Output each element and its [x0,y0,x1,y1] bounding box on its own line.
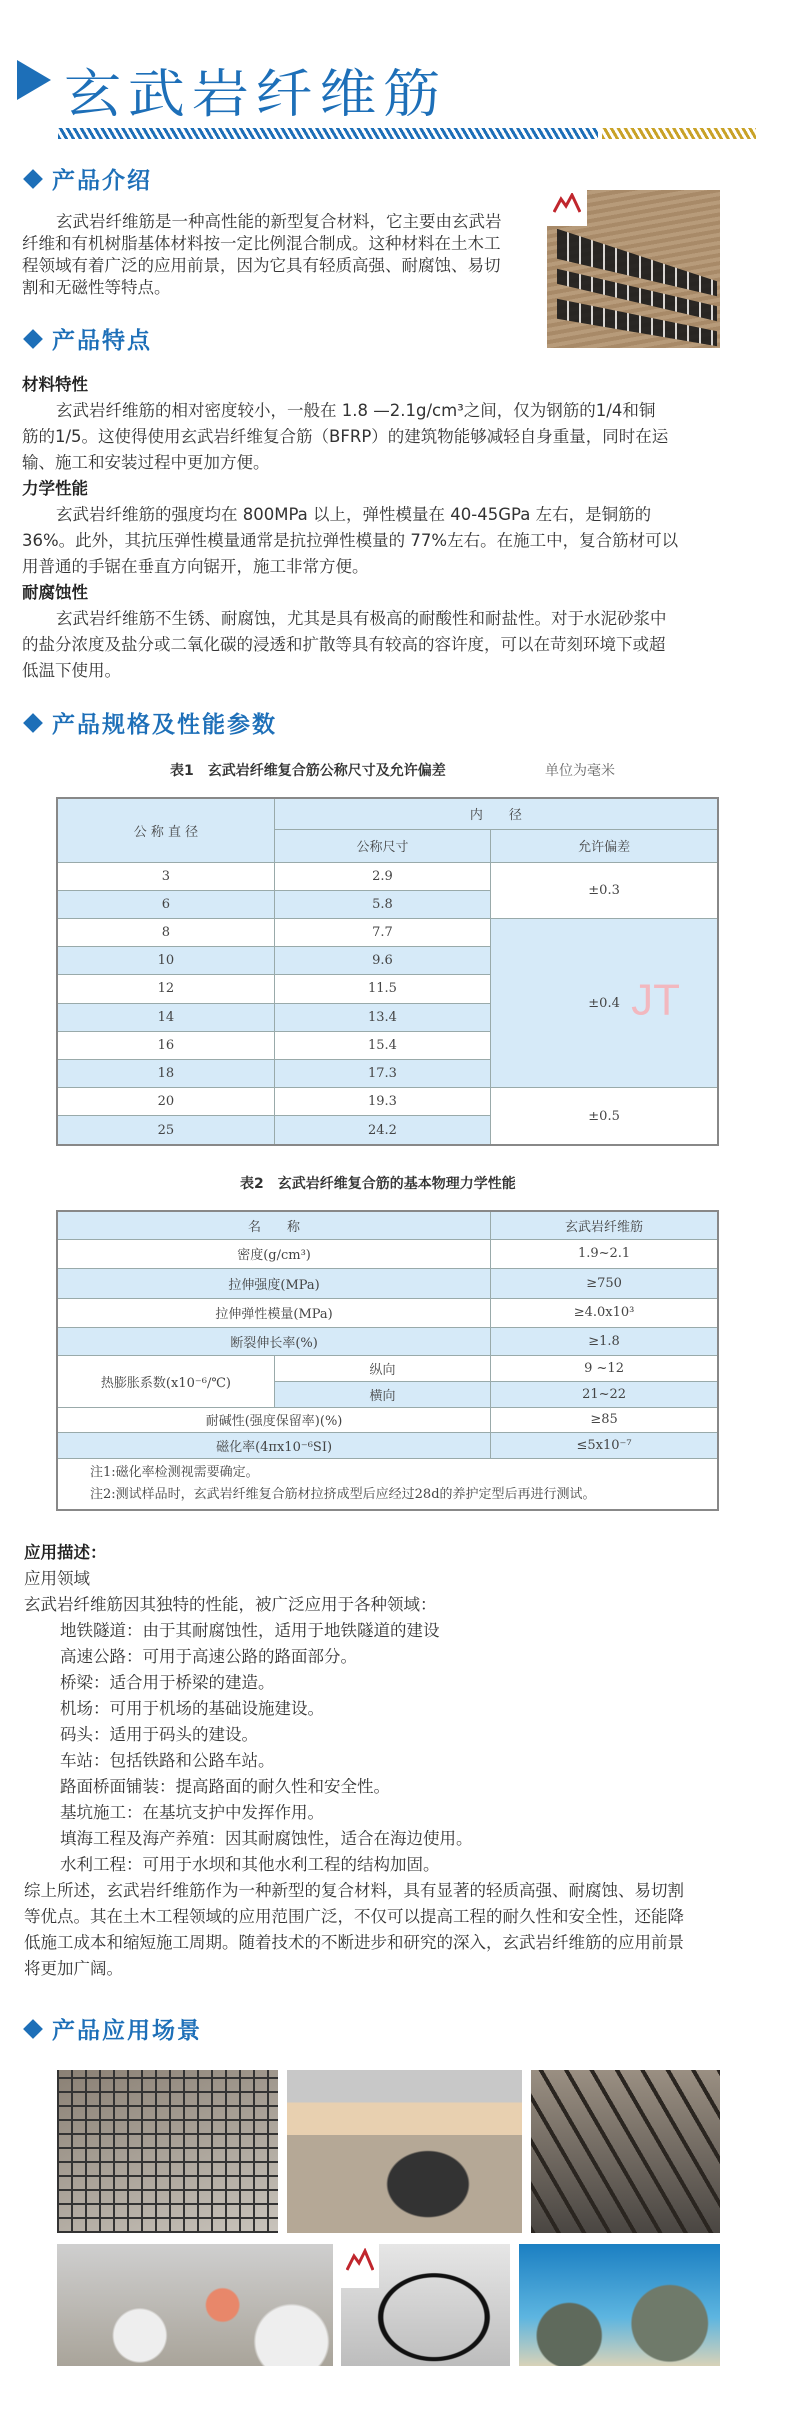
cell: 9.6 [274,947,490,975]
col-header: 公 称 直 径 [57,798,274,862]
heading-scenes [22,2012,202,2045]
cell: 1.9~2.1 [491,1239,718,1268]
list-item: 填海工程及海产养殖：因其耐腐蚀性，适合在海边使用。 [60,1829,473,1848]
table2 [56,1210,719,1511]
cell: 8 [57,918,274,946]
tolerance-cell [491,918,718,1087]
table-row [57,1327,718,1355]
line: 纤维和有机树脂基体材料按一定比例混合制成。这种材料在土木工 [22,234,501,253]
page-title: 玄武岩纤维筋 [64,65,447,125]
table1 [56,797,719,1146]
note: 注2:测试样品时，玄武岩纤维复合筋材拉挤成型后应经过28d的养护定型后再进行测试。 [90,1486,596,1502]
cell: 18 [57,1059,274,1087]
heading-specs [22,706,277,739]
table-row [57,1355,718,1381]
diamond-icon [23,329,43,349]
table-row [57,1432,718,1458]
cell: 11.5 [274,975,490,1003]
col-header: 名 称 [57,1211,491,1239]
mountain-logo-icon [553,193,581,213]
intro-paragraph [22,211,502,299]
cell: 2.9 [274,862,490,890]
application-subtitle: 应用领域 [24,1569,90,1588]
cell: 6 [57,890,274,918]
tolerance-cell: ±0.5 [491,1088,718,1145]
scene-photo-road-mesh [57,2070,278,2233]
cell: 断裂伸长率(%) [57,1327,491,1355]
diamond-icon [23,2019,43,2039]
cell: ≤5x10⁻⁷ [491,1432,718,1458]
rebar-visual [557,229,717,348]
cell: 21~22 [491,1381,718,1407]
col-header: 公称尺寸 [274,829,490,862]
list-item: 机场：可用于机场的基础设施建设。 [60,1699,324,1718]
scene-photo-trench [287,2070,522,2233]
line: 筋的1/5。这使得使用玄武岩纤维复合筋（BFRP）的建筑物能够减轻自身重量，同时在运 [22,427,669,446]
cell: 5.8 [274,890,490,918]
list-item: 水利工程：可用于水坝和其他水利工程的结构加固。 [60,1855,440,1874]
product-image [547,190,720,348]
feature-title: 材料特性 [22,375,88,394]
title-arrow-icon [17,60,51,100]
application-section [24,1540,684,1982]
features-body [22,372,678,684]
cell: 热膨胀系数(x10⁻⁶/℃) [57,1355,274,1407]
cell: 10 [57,947,274,975]
cell: 横向 [274,1381,490,1407]
watermark: JT [631,975,681,1025]
col-header: 内 径 [274,798,718,829]
col-header: 玄武岩纤维筋 [491,1211,718,1239]
heading-text: 产品规格及性能参数 [52,712,277,738]
col-header: 允许偏差 [491,829,718,862]
note: 注1:磁化率检测视需要确定。 [90,1464,259,1480]
heading-intro [22,162,152,195]
cell: ≥750 [491,1268,718,1298]
cell: 16 [57,1031,274,1059]
line: 用普通的手锯在垂直方向锯开，施工非常方便。 [22,557,369,576]
heading-text: 产品特点 [52,328,152,354]
cell: ≥1.8 [491,1327,718,1355]
line: 玄武岩纤维筋不生锈、耐腐蚀，尤其是具有极高的耐酸性和耐盐性。对于水泥砂浆中 [56,609,667,628]
summary-line: 将更加广阔。 [24,1959,123,1978]
cell: 15.4 [274,1031,490,1059]
list-item: 高速公路：可用于高速公路的路面部分。 [60,1647,357,1666]
application-title: 应用描述： [24,1543,107,1562]
table1-unit: 单位为毫米 [545,763,615,779]
diamond-icon [23,169,43,189]
line: 低温下使用。 [22,661,121,680]
mountain-logo-icon [346,2248,374,2272]
cell: 拉伸弹性模量(MPa) [57,1298,491,1327]
list-item: 路面桥面铺装：提高路面的耐久性和安全性。 [60,1777,390,1796]
line: 玄武岩纤维筋的相对密度较小，一般在 1.8 —2.1g/cm³之间，仅为钢筋的1/4和铜 [56,401,656,420]
cell: 25 [57,1116,274,1145]
cell: 12 [57,975,274,1003]
line: 输、施工和安装过程中更加方便。 [22,453,270,472]
line: 玄武岩纤维筋的强度均在 800MPa 以上，弹性模量在 40-45GPa 左右，是铜筋的 [56,505,652,524]
diamond-icon [23,713,43,733]
cell: 7.7 [274,918,490,946]
tolerance-cell: ±0.3 [491,862,718,918]
brand-logo [547,190,587,226]
title-stripe-blue [58,128,598,139]
line: 的盐分浓度及盐分或二氧化碳的浸透和扩散等具有较高的容许度，可以在苛刻环境下或超 [22,635,666,654]
notes-row [57,1458,718,1510]
cell: 17.3 [274,1059,490,1087]
list-item: 地铁隧道：由于其耐腐蚀性，适用于地铁隧道的建设 [60,1621,440,1640]
summary-line: 低施工成本和缩短施工周期。随着技术的不断进步和研究的深入，玄武岩纤维筋的应用前景 [24,1933,684,1952]
heading-text: 产品介绍 [52,168,152,194]
cell: 3 [57,862,274,890]
cell: 耐碱性(强度保留率)(%) [57,1407,491,1432]
scene-logo [341,2244,379,2288]
application-intro: 玄武岩纤维筋因其独特的性能，被广泛应用于各种领域： [24,1595,437,1614]
list-item: 车站：包括铁路和公路车站。 [60,1751,275,1770]
line: 程领域有着广泛的应用前景，因为它具有轻质高强、耐腐蚀、易切 [22,256,501,275]
cell: 磁化率(4πx10⁻⁶SI) [57,1432,491,1458]
heading-features [22,322,152,355]
cell: 9 ~12 [491,1355,718,1381]
feature-title: 力学性能 [22,479,88,498]
cell: 13.4 [274,1003,490,1031]
list-item: 基坑施工：在基坑支护中发挥作用。 [60,1803,324,1822]
cell: 19.3 [274,1088,490,1116]
cell: 20 [57,1088,274,1116]
feature-title: 耐腐蚀性 [22,583,88,602]
scene-photo-reef-balls-lifting [57,2244,333,2366]
summary-line: 等优点。其在土木工程领域的应用范围广泛，不仅可以提高工程的耐久性和安全性，还能降 [24,1907,684,1926]
list-item: 码头：适用于码头的建设。 [60,1725,258,1744]
heading-text: 产品应用场景 [52,2018,202,2044]
scene-photo-rebar-grid [531,2070,720,2233]
line: 玄武岩纤维筋是一种高性能的新型复合材料，它主要由玄武岩 [56,212,502,231]
line: 割和无磁性等特点。 [22,278,171,297]
table-row [57,1407,718,1432]
cell: 纵向 [274,1355,490,1381]
summary-line: 综上所述，玄武岩纤维筋作为一种新型的复合材料，具有显著的轻质高强、耐腐蚀、易切割 [24,1881,684,1900]
table2-caption: 表2 玄武岩纤维复合筋的基本物理力学性能 [240,1176,516,1192]
cell: ≥4.0x10³ [491,1298,718,1327]
table-row [57,1088,718,1116]
table-row [57,862,718,890]
cell: 密度(g/cm³) [57,1239,491,1268]
list-item: 桥梁：适合用于桥梁的建造。 [60,1673,275,1692]
table1-caption: 表1 玄武岩纤维复合筋公称尺寸及允许偏差 [170,763,446,779]
tolerance-value: ±0.4 [588,995,620,1011]
table-row [57,1298,718,1327]
title-stripe-gold [602,128,756,139]
cell: 24.2 [274,1116,490,1145]
cell: 14 [57,1003,274,1031]
cell: ≥85 [491,1407,718,1432]
cell: 拉伸强度(MPa) [57,1268,491,1298]
table-row [57,1268,718,1298]
table-row [57,918,718,946]
table-row [57,1239,718,1268]
line: 36%。此外，其抗压弹性模量通常是抗拉弹性模量的 77%左右。在施工中，复合筋材可以 [22,531,679,550]
scene-photo-underwater-reef [519,2244,720,2366]
scene-photo-rebar-coil [341,2244,510,2366]
